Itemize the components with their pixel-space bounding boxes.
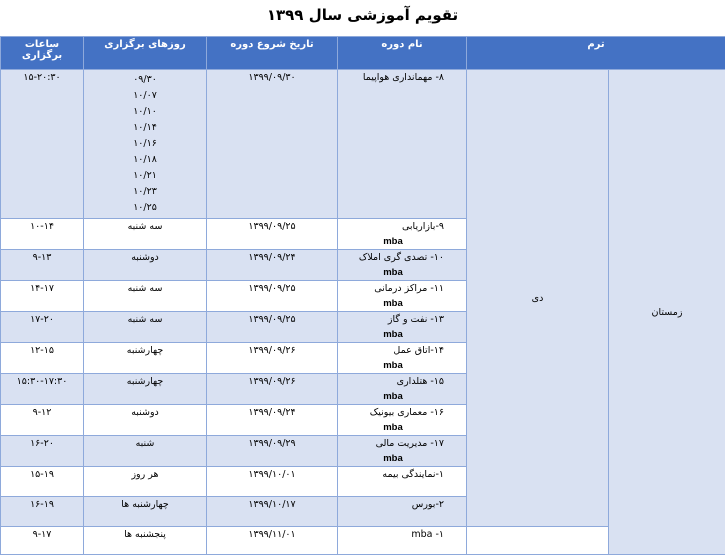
start-date: ۱۳۹۹/۰۹/۳۰ [207, 70, 338, 219]
hours-cell: ۱۲-۱۵ [1, 343, 84, 374]
date-item: ۱۰/۲۳ [88, 184, 202, 200]
start-date: ۱۳۹۹/۱۱/۰۱ [207, 527, 338, 555]
course-name: ۱۳- نفت و گاز mba [338, 312, 467, 343]
days-cell: چهارشنبه ها [84, 497, 207, 527]
header-start-date: تاریخ شروع دوره [207, 37, 338, 70]
hours-cell: ۹-۱۳ [1, 250, 84, 281]
course-name: ۱۰- تصدی گری املاک mba [338, 250, 467, 281]
days-cell: دوشنبه [84, 405, 207, 436]
month-cell: دی [467, 70, 609, 527]
days-cell [84, 70, 207, 219]
term-cell: زمستان [609, 70, 725, 555]
hours-cell: ۱۶-۱۹ [1, 497, 84, 527]
days-cell: سه شنبه [84, 219, 207, 250]
header-hours: ساعات برگزاری [1, 37, 84, 70]
date-item: ۱۰/۲۱ [88, 168, 202, 184]
date-item: ۱۰/۱۶ [88, 136, 202, 152]
start-date: ۱۳۹۹/۰۹/۲۹ [207, 436, 338, 467]
days-cell: پنجشنبه ها [84, 527, 207, 555]
days-cell: دوشنبه [84, 250, 207, 281]
date-item: ۱۰/۱۸ [88, 152, 202, 168]
date-item: ۱۰/۱۴ [88, 120, 202, 136]
header-days: روزهای برگزاری [84, 37, 207, 70]
date-item: ۱۰/۰۷ [88, 88, 202, 104]
table-row [1, 70, 725, 219]
days-cell: سه شنبه [84, 312, 207, 343]
hours-cell: ۹-۱۲ [1, 405, 84, 436]
hours-cell: ۱۵:۳۰-۱۷:۳۰ [1, 374, 84, 405]
start-date: ۱۳۹۹/۰۹/۲۴ [207, 250, 338, 281]
schedule-table [0, 36, 725, 555]
start-date: ۱۳۹۹/۰۹/۲۶ [207, 343, 338, 374]
course-name: ۸- مهمانداری هواپیما [338, 70, 467, 219]
course-name: ۱۶- معماری بیونیک mba [338, 405, 467, 436]
start-date: ۱۳۹۹/۰۹/۲۵ [207, 312, 338, 343]
start-date: ۱۳۹۹/۰۹/۲۶ [207, 374, 338, 405]
start-date: ۱۳۹۹/۰۹/۲۵ [207, 281, 338, 312]
table-header-row [1, 37, 725, 70]
date-item: ۰۹/۳۰ [88, 72, 202, 88]
page-title: تقویم آموزشی سال ۱۳۹۹ [0, 6, 725, 24]
date-item: ۱۰/۲۵ [88, 200, 202, 216]
header-term: ترم [467, 37, 725, 70]
hours-cell: ۱۴-۱۷ [1, 281, 84, 312]
course-name: ۱۱- مراکز درمانی mba [338, 281, 467, 312]
course-name: ۲-بورس [338, 497, 467, 527]
course-name: ۹-بازاریابی mba [338, 219, 467, 250]
days-cell: چهارشنبه [84, 343, 207, 374]
days-cell: هر روز [84, 467, 207, 497]
course-name: ۱۴-اتاق عمل mba [338, 343, 467, 374]
days-cell: چهارشنبه [84, 374, 207, 405]
hours-cell: ۱۷-۲۰ [1, 312, 84, 343]
hours-cell: ۱۰-۱۴ [1, 219, 84, 250]
start-date: ۱۳۹۹/۰۹/۲۵ [207, 219, 338, 250]
start-date: ۱۳۹۹/۱۰/۰۱ [207, 467, 338, 497]
course-name: ۱۵- هتلداری mba [338, 374, 467, 405]
start-date: ۱۳۹۹/۱۰/۱۷ [207, 497, 338, 527]
course-name: ۱۷- مدیریت مالی mba [338, 436, 467, 467]
hours-cell: ۹-۱۷ [1, 527, 84, 555]
month-cell-empty [467, 527, 609, 555]
hours-cell: ۱۵-۱۹ [1, 467, 84, 497]
days-cell: شنبه [84, 436, 207, 467]
hours-cell: ۱۶-۲۰ [1, 436, 84, 467]
days-cell: سه شنبه [84, 281, 207, 312]
start-date: ۱۳۹۹/۰۹/۲۴ [207, 405, 338, 436]
course-name: ۱- mba [338, 527, 467, 555]
hours-cell: ۱۵-۲۰:۳۰ [1, 70, 84, 219]
date-item: ۱۰/۱۰ [88, 104, 202, 120]
header-course: نام دوره [338, 37, 467, 70]
course-name: ۱-نمایندگی بیمه [338, 467, 467, 497]
